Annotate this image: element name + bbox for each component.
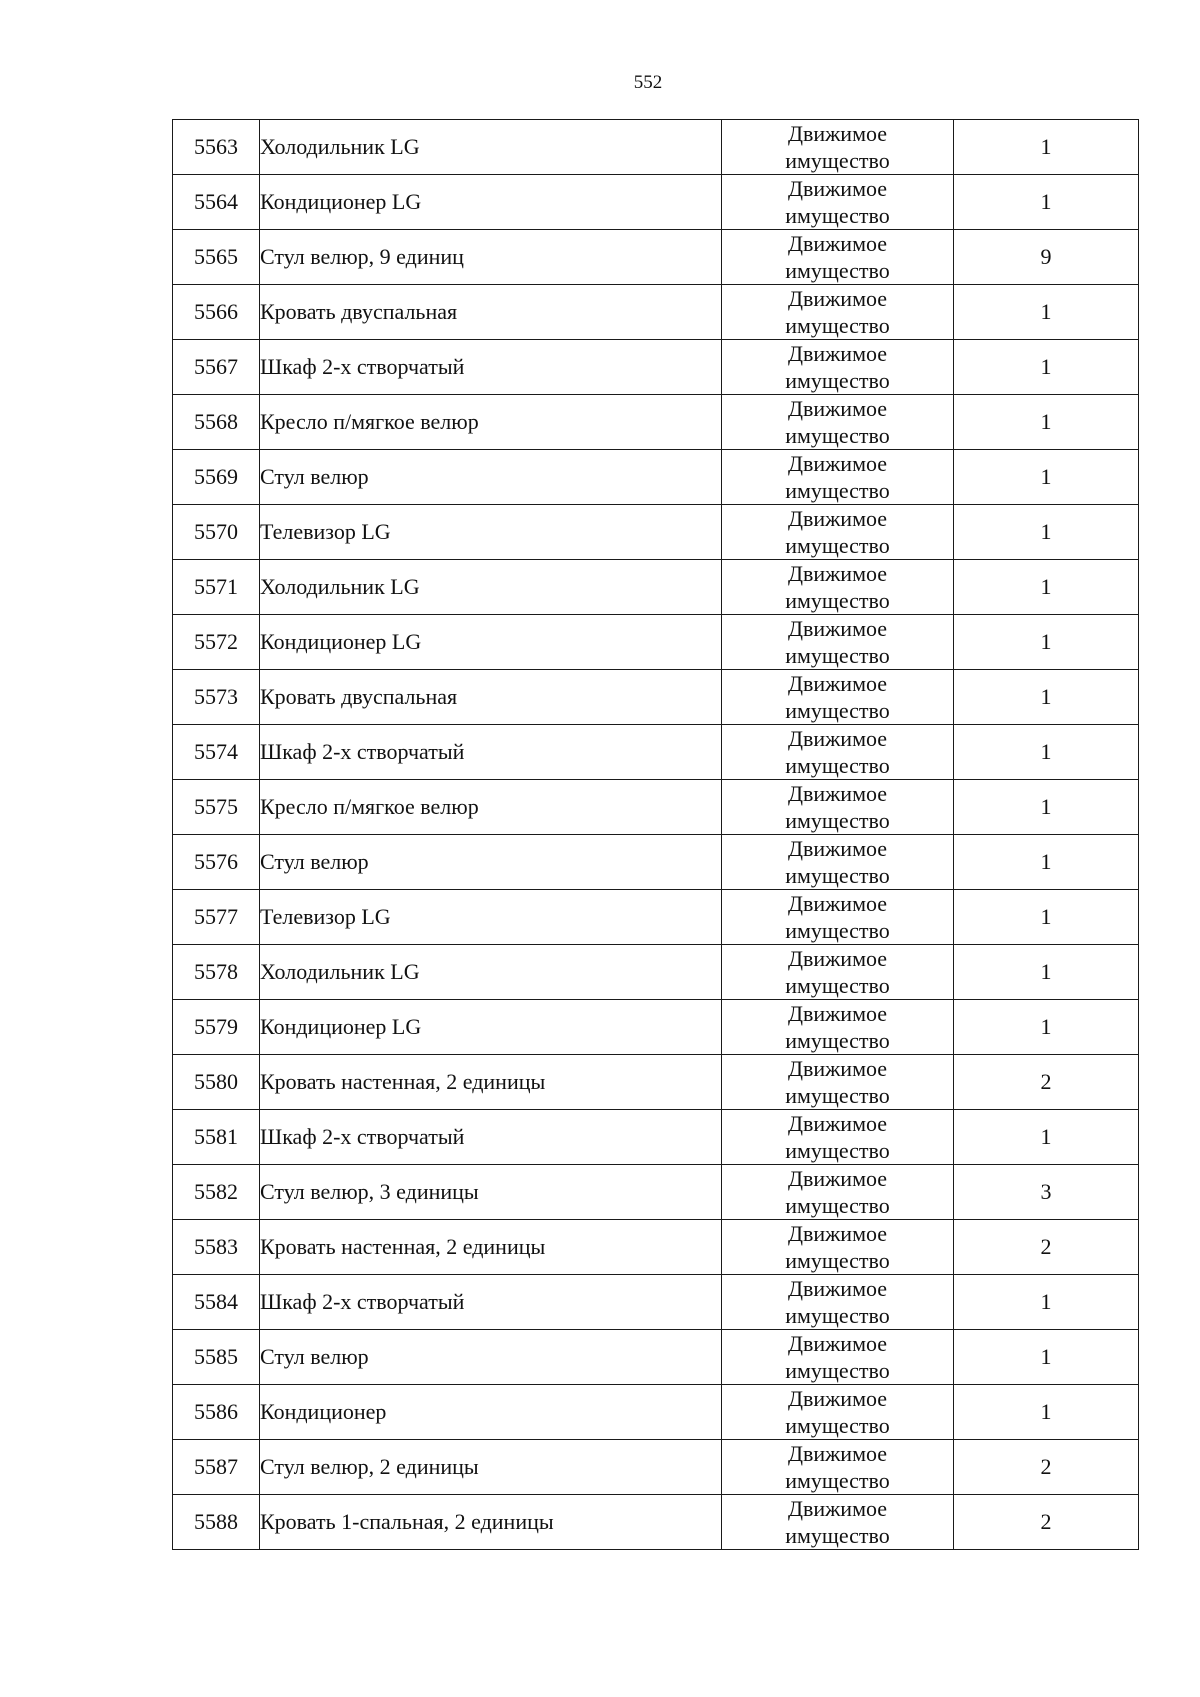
row-number-cell: 5582 xyxy=(173,1165,260,1220)
quantity-cell: 1 xyxy=(954,835,1139,890)
property-type-line-1: Движимое xyxy=(787,726,888,751)
item-name-cell: Холодильник LG xyxy=(260,560,722,615)
property-type-line-1: Движимое xyxy=(787,1001,888,1026)
property-type-cell xyxy=(722,230,954,285)
table-row xyxy=(173,615,1139,670)
property-type-line-2: имущество xyxy=(785,1248,890,1273)
property-type-line-2: имущество xyxy=(785,1358,890,1383)
property-type-line-2: имущество xyxy=(785,863,890,888)
table-row xyxy=(173,1495,1139,1550)
property-type-line-2: имущество xyxy=(785,1523,890,1548)
item-name-cell: Шкаф 2-х створчатый xyxy=(260,725,722,780)
row-number-cell: 5563 xyxy=(173,120,260,175)
property-type-cell xyxy=(722,780,954,835)
property-type-line-1: Движимое xyxy=(787,836,888,861)
property-type-line-2: имущество xyxy=(785,1413,890,1438)
row-number-cell: 5583 xyxy=(173,1220,260,1275)
property-type-cell xyxy=(722,1440,954,1495)
property-type-cell xyxy=(722,395,954,450)
row-number-cell: 5570 xyxy=(173,505,260,560)
item-name-cell: Кровать настенная, 2 единицы xyxy=(260,1220,722,1275)
property-type-line-2: имущество xyxy=(785,1468,890,1493)
property-type-line-1: Движимое xyxy=(787,671,888,696)
table-row xyxy=(173,505,1139,560)
quantity-cell: 1 xyxy=(954,175,1139,230)
row-number-cell: 5569 xyxy=(173,450,260,505)
row-number-cell: 5578 xyxy=(173,945,260,1000)
quantity-cell: 3 xyxy=(954,1165,1139,1220)
quantity-cell: 1 xyxy=(954,670,1139,725)
property-type-line-1: Движимое xyxy=(787,1496,888,1521)
item-name-cell: Стул велюр, 3 единицы xyxy=(260,1165,722,1220)
property-type-line-1: Движимое xyxy=(787,286,888,311)
property-type-cell xyxy=(722,175,954,230)
property-type-cell xyxy=(722,615,954,670)
item-name-cell: Телевизор LG xyxy=(260,890,722,945)
item-name-cell: Кровать двуспальная xyxy=(260,285,722,340)
page-number: 552 xyxy=(633,72,663,93)
property-type-cell xyxy=(722,1055,954,1110)
property-type-line-1: Движимое xyxy=(787,616,888,641)
table-row xyxy=(173,1000,1139,1055)
property-type-line-2: имущество xyxy=(785,643,890,668)
quantity-cell: 2 xyxy=(954,1220,1139,1275)
property-type-line-1: Движимое xyxy=(787,1056,888,1081)
property-type-line-2: имущество xyxy=(785,698,890,723)
quantity-cell: 1 xyxy=(954,1000,1139,1055)
item-name-cell: Кондиционер LG xyxy=(260,175,722,230)
table-row xyxy=(173,890,1139,945)
property-type-line-1: Движимое xyxy=(787,1331,888,1356)
quantity-cell: 1 xyxy=(954,1385,1139,1440)
property-type-line-1: Движимое xyxy=(787,231,888,256)
property-type-line-2: имущество xyxy=(785,148,890,173)
table-row xyxy=(173,945,1139,1000)
item-name-cell: Кондиционер LG xyxy=(260,1000,722,1055)
row-number-cell: 5565 xyxy=(173,230,260,285)
quantity-cell: 2 xyxy=(954,1440,1139,1495)
item-name-cell: Стул велюр, 9 единиц xyxy=(260,230,722,285)
row-number-cell: 5587 xyxy=(173,1440,260,1495)
quantity-cell: 1 xyxy=(954,1275,1139,1330)
table-row xyxy=(173,175,1139,230)
property-type-cell xyxy=(722,120,954,175)
property-type-line-1: Движимое xyxy=(787,176,888,201)
property-type-line-1: Движимое xyxy=(787,121,888,146)
quantity-cell: 1 xyxy=(954,450,1139,505)
property-type-cell xyxy=(722,1220,954,1275)
table-row xyxy=(173,780,1139,835)
property-type-cell xyxy=(722,1000,954,1055)
property-type-line-2: имущество xyxy=(785,423,890,448)
item-name-cell: Шкаф 2-х створчатый xyxy=(260,1110,722,1165)
property-type-line-2: имущество xyxy=(785,1028,890,1053)
property-type-line-1: Движимое xyxy=(787,891,888,916)
property-type-cell xyxy=(722,1110,954,1165)
table-row xyxy=(173,1220,1139,1275)
quantity-cell: 2 xyxy=(954,1495,1139,1550)
item-name-cell: Телевизор LG xyxy=(260,505,722,560)
item-name-cell: Кровать 1-спальная, 2 единицы xyxy=(260,1495,722,1550)
quantity-cell: 1 xyxy=(954,285,1139,340)
property-type-cell xyxy=(722,560,954,615)
property-type-line-1: Движимое xyxy=(787,451,888,476)
table-row xyxy=(173,1275,1139,1330)
row-number-cell: 5566 xyxy=(173,285,260,340)
item-name-cell: Кровать настенная, 2 единицы xyxy=(260,1055,722,1110)
table-row xyxy=(173,560,1139,615)
row-number-cell: 5574 xyxy=(173,725,260,780)
property-type-line-1: Движимое xyxy=(787,341,888,366)
property-type-cell xyxy=(722,340,954,395)
quantity-cell: 1 xyxy=(954,780,1139,835)
quantity-cell: 1 xyxy=(954,1330,1139,1385)
property-type-line-1: Движимое xyxy=(787,1386,888,1411)
table-row xyxy=(173,230,1139,285)
property-type-cell xyxy=(722,1165,954,1220)
table-row xyxy=(173,670,1139,725)
property-type-line-2: имущество xyxy=(785,203,890,228)
table-row xyxy=(173,395,1139,450)
property-type-cell xyxy=(722,450,954,505)
row-number-cell: 5576 xyxy=(173,835,260,890)
property-type-line-2: имущество xyxy=(785,918,890,943)
quantity-cell: 1 xyxy=(954,615,1139,670)
item-name-cell: Стул велюр xyxy=(260,1330,722,1385)
property-type-line-1: Движимое xyxy=(787,1166,888,1191)
row-number-cell: 5573 xyxy=(173,670,260,725)
property-type-cell xyxy=(722,670,954,725)
table-row xyxy=(173,285,1139,340)
property-type-line-1: Движимое xyxy=(787,1276,888,1301)
row-number-cell: 5580 xyxy=(173,1055,260,1110)
item-name-cell: Стул велюр, 2 единицы xyxy=(260,1440,722,1495)
row-number-cell: 5575 xyxy=(173,780,260,835)
item-name-cell: Холодильник LG xyxy=(260,120,722,175)
row-number-cell: 5584 xyxy=(173,1275,260,1330)
row-number-cell: 5581 xyxy=(173,1110,260,1165)
property-type-line-1: Движимое xyxy=(787,1111,888,1136)
item-name-cell: Шкаф 2-х створчатый xyxy=(260,1275,722,1330)
quantity-cell: 1 xyxy=(954,395,1139,450)
property-type-cell xyxy=(722,890,954,945)
property-type-line-2: имущество xyxy=(785,1138,890,1163)
table-row xyxy=(173,450,1139,505)
property-type-line-2: имущество xyxy=(785,1193,890,1218)
table-row xyxy=(173,1440,1139,1495)
row-number-cell: 5586 xyxy=(173,1385,260,1440)
property-type-line-1: Движимое xyxy=(787,396,888,421)
item-name-cell: Кресло п/мягкое велюр xyxy=(260,395,722,450)
property-type-cell xyxy=(722,285,954,340)
quantity-cell: 1 xyxy=(954,725,1139,780)
property-type-cell xyxy=(722,725,954,780)
table-row xyxy=(173,1385,1139,1440)
property-type-line-2: имущество xyxy=(785,588,890,613)
property-type-line-2: имущество xyxy=(785,1303,890,1328)
item-name-cell: Стул велюр xyxy=(260,835,722,890)
table-row xyxy=(173,1165,1139,1220)
property-type-cell xyxy=(722,835,954,890)
quantity-cell: 2 xyxy=(954,1055,1139,1110)
property-type-line-1: Движимое xyxy=(787,781,888,806)
item-name-cell: Холодильник LG xyxy=(260,945,722,1000)
property-type-cell xyxy=(722,505,954,560)
property-type-line-1: Движимое xyxy=(787,1221,888,1246)
property-type-line-2: имущество xyxy=(785,313,890,338)
table-row xyxy=(173,835,1139,890)
table-row xyxy=(173,120,1139,175)
property-type-line-2: имущество xyxy=(785,368,890,393)
row-number-cell: 5588 xyxy=(173,1495,260,1550)
row-number-cell: 5577 xyxy=(173,890,260,945)
property-type-cell xyxy=(722,1385,954,1440)
property-type-line-2: имущество xyxy=(785,808,890,833)
property-type-cell xyxy=(722,1330,954,1385)
quantity-cell: 1 xyxy=(954,120,1139,175)
table-row xyxy=(173,725,1139,780)
row-number-cell: 5585 xyxy=(173,1330,260,1385)
property-type-line-2: имущество xyxy=(785,1083,890,1108)
table-row xyxy=(173,1110,1139,1165)
property-type-line-2: имущество xyxy=(785,753,890,778)
item-name-cell: Кондиционер LG xyxy=(260,615,722,670)
property-type-line-1: Движимое xyxy=(787,506,888,531)
property-type-cell xyxy=(722,1275,954,1330)
property-type-line-1: Движимое xyxy=(787,1441,888,1466)
table-row xyxy=(173,1055,1139,1110)
property-type-cell xyxy=(722,1495,954,1550)
table-row xyxy=(173,1330,1139,1385)
row-number-cell: 5564 xyxy=(173,175,260,230)
table-body xyxy=(173,120,1139,1550)
table-row xyxy=(173,340,1139,395)
row-number-cell: 5568 xyxy=(173,395,260,450)
quantity-cell: 1 xyxy=(954,890,1139,945)
quantity-cell: 1 xyxy=(954,1110,1139,1165)
quantity-cell: 9 xyxy=(954,230,1139,285)
row-number-cell: 5572 xyxy=(173,615,260,670)
row-number-cell: 5567 xyxy=(173,340,260,395)
property-type-line-1: Движимое xyxy=(787,561,888,586)
property-table xyxy=(172,119,1139,1550)
property-type-line-1: Движимое xyxy=(787,946,888,971)
row-number-cell: 5579 xyxy=(173,1000,260,1055)
item-name-cell: Кондиционер xyxy=(260,1385,722,1440)
property-type-line-2: имущество xyxy=(785,258,890,283)
row-number-cell: 5571 xyxy=(173,560,260,615)
quantity-cell: 1 xyxy=(954,945,1139,1000)
quantity-cell: 1 xyxy=(954,340,1139,395)
property-type-cell xyxy=(722,945,954,1000)
property-type-line-2: имущество xyxy=(785,478,890,503)
item-name-cell: Шкаф 2-х створчатый xyxy=(260,340,722,395)
item-name-cell: Кровать двуспальная xyxy=(260,670,722,725)
quantity-cell: 1 xyxy=(954,560,1139,615)
item-name-cell: Кресло п/мягкое велюр xyxy=(260,780,722,835)
property-type-line-2: имущество xyxy=(785,973,890,998)
property-type-line-2: имущество xyxy=(785,533,890,558)
quantity-cell: 1 xyxy=(954,505,1139,560)
item-name-cell: Стул велюр xyxy=(260,450,722,505)
